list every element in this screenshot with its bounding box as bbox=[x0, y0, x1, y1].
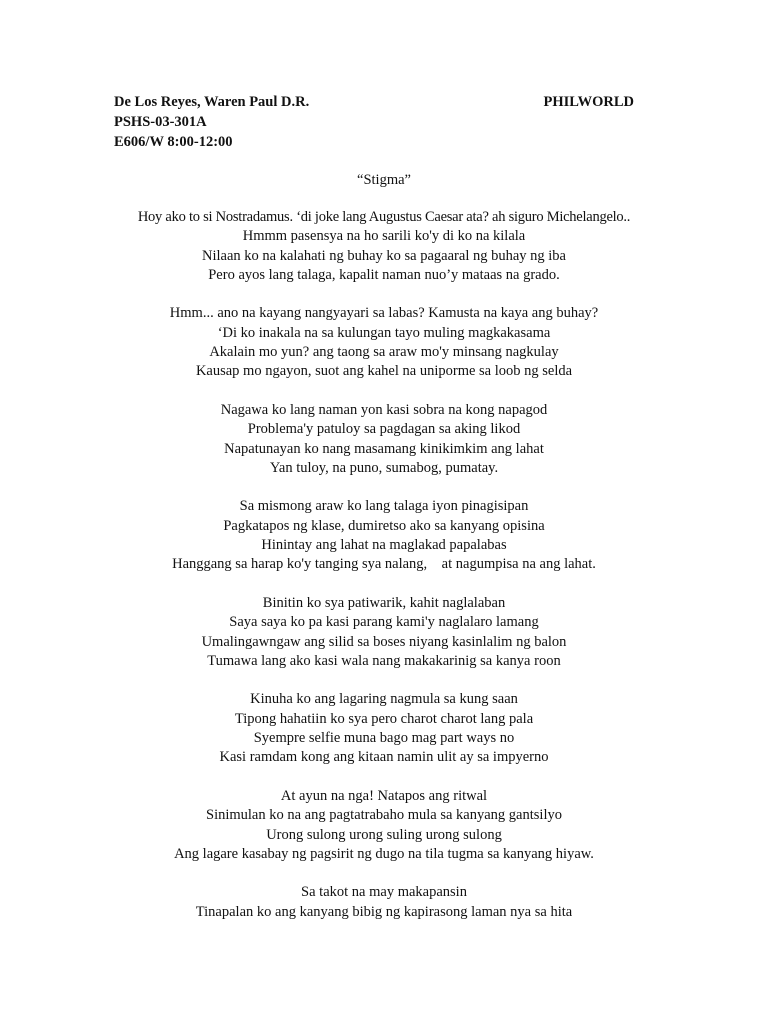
poem-line: Pero ayos lang talaga, kapalit naman nuo’y mataas na grado. bbox=[208, 266, 560, 283]
stanza-7 bbox=[0, 787, 768, 864]
poem-line: Sinimulan ko na ang pagtatrabaho mula sa kanyang gantsilyo bbox=[206, 807, 562, 824]
poem-line: Binitin ko sya patiwarik, kahit naglalaban bbox=[262, 594, 506, 611]
poem-title: “Stigma” bbox=[357, 172, 411, 188]
poem-line: Urong sulong urong suling urong sulong bbox=[266, 826, 502, 843]
poem-line: Problema'y patuloy sa pagdagan sa aking likod bbox=[247, 421, 521, 438]
poem-line: Tipong hahatiin ko sya pero charot charot lang pala bbox=[234, 710, 534, 727]
poem-line: Napatunayan ko nang masamang kinikimkim ang lahat bbox=[224, 440, 544, 457]
poem-line: Hmm... ano na kayang nangyayari sa labas? Kamusta na kaya ang buhay? bbox=[169, 305, 599, 322]
poem-line: Tinapalan ko ang kanyang bibig ng kapirasong laman nya sa hita bbox=[195, 903, 573, 920]
class-schedule: E606/W 8:00-12:00 bbox=[114, 134, 233, 150]
poem-line: Akalain mo yun? ang taong sa araw mo'y minsang nagkulay bbox=[209, 344, 559, 361]
stanza-2 bbox=[0, 304, 768, 381]
section-code: PSHS-03-301A bbox=[114, 114, 207, 130]
poem-line: At ayun na nga! Natapos ang ritwal bbox=[280, 787, 488, 804]
poem-line: Kasi ramdam kong ang kitaan namin ulit ay sa impyerno bbox=[219, 749, 549, 766]
poem-line: Tumawa lang ako kasi wala nang makakarinig sa kanya roon bbox=[207, 652, 561, 669]
poem-line: Kausap mo ngayon, suot ang kahel na uniporme sa loob ng selda bbox=[195, 363, 573, 380]
poem-line: Saya saya ko pa kasi parang kami'y naglalaro lamang bbox=[229, 614, 539, 631]
stanza-3 bbox=[0, 401, 768, 478]
poem-line: Hmmm pasensya na ho sarili ko'y di ko na kilala bbox=[242, 228, 526, 245]
stanza-1 bbox=[0, 208, 768, 285]
poem-line: Ang lagare kasabay ng pagsirit ng dugo na tila tugma sa kanyang hiyaw. bbox=[174, 845, 594, 862]
stanza-6 bbox=[0, 690, 768, 767]
poem-line: Nilaan ko na kalahati ng buhay ko sa pagaaral ng buhay ng iba bbox=[202, 247, 566, 264]
document-header bbox=[114, 92, 634, 152]
stanza-4 bbox=[0, 497, 768, 574]
poem-body bbox=[0, 208, 768, 941]
course-code: PHILWORLD bbox=[543, 94, 634, 110]
poem-line: ‘Di ko inakala na sa kulungan tayo muling magkakasama bbox=[217, 324, 551, 341]
stanza-5 bbox=[0, 594, 768, 671]
author-name: De Los Reyes, Waren Paul D.R. bbox=[114, 94, 310, 110]
poem-line: Kinuha ko ang lagaring nagmula sa kung saan bbox=[250, 691, 518, 708]
stanza-8 bbox=[0, 883, 768, 922]
poem-line: Sa takot na may makapansin bbox=[301, 884, 467, 901]
poem-line: Umalingawngaw ang silid sa boses niyang kasinlalim ng balon bbox=[201, 633, 567, 650]
poem-line: Hanggang sa harap ko'y tanging sya nalang, at nagumpisa na ang lahat. bbox=[172, 556, 596, 573]
poem-line: Hoy ako to si Nostradamus. ‘di joke lang Augustus Caesar ata? ah siguro Michelangelo.. bbox=[137, 209, 631, 225]
poem-line: Nagawa ko lang naman yon kasi sobra na kong napagod bbox=[220, 401, 548, 418]
poem-line: Yan tuloy, na puno, sumabog, pumatay. bbox=[269, 459, 499, 476]
header-row bbox=[114, 92, 634, 112]
poem-line: Sa mismong araw ko lang talaga iyon pinagisipan bbox=[239, 498, 529, 515]
poem-line: Hinintay ang lahat na maglakad papalabas bbox=[261, 537, 507, 554]
poem-line: Pagkatapos ng klase, dumiretso ako sa kanyang opisina bbox=[223, 517, 545, 534]
poem-line: Syempre selfie muna bago mag part ways no bbox=[253, 730, 515, 747]
